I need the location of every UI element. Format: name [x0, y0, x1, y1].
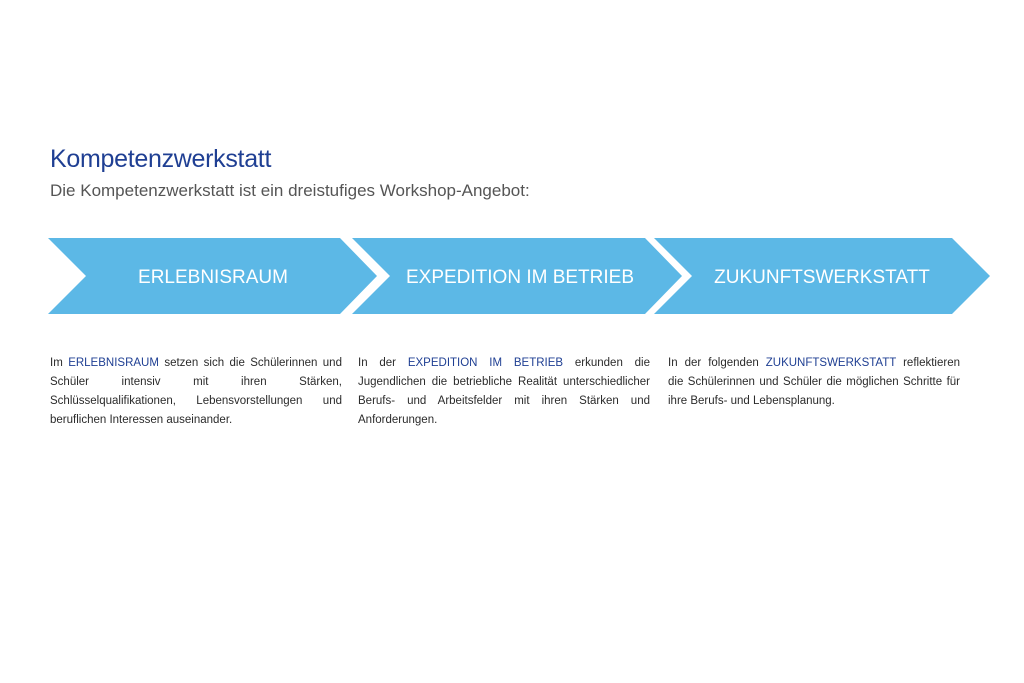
desc-highlight: ERLEBNISRAUM — [68, 357, 159, 369]
desc-text-post: reflektieren die Schülerinnen und Schüler die möglichen Schritte für ihre Berufs- und Lebensplanung. — [668, 357, 960, 407]
desc-text-post: erkunden die Jugendlichen die betriebliche Realität unterschiedlicher Berufs- und Arbeitsfelder mit ihren Stärken und Anforderungen. — [358, 357, 650, 426]
step-description-erlebnisraum — [50, 354, 342, 430]
step-description-zukunftswerkstatt — [668, 354, 960, 411]
page-title: Kompetenzwerkstatt — [50, 145, 272, 173]
desc-text-pre: In der — [358, 357, 408, 369]
desc-text-pre: Im — [50, 357, 69, 369]
step-label-erlebnisraum: ERLEBNISRAUM — [138, 267, 288, 288]
desc-highlight: EXPEDITION IM BETRIEB — [407, 357, 564, 369]
desc-highlight: ZUKUNFTSWERKSTATT — [765, 357, 897, 369]
step-description-expedition — [358, 354, 650, 430]
step-label-expedition: EXPEDITION IM BETRIEB — [405, 267, 635, 288]
desc-text-post: setzen sich die Schülerinnen und Schüler intensiv mit ihren Stärken, Schlüsselqualifikationen, Lebensvorstellungen und beruflichen Interessen auseinander. — [50, 357, 342, 426]
page-subtitle: Die Kompetenzwerkstatt ist ein dreistufiges Workshop-Angebot: — [50, 181, 530, 200]
desc-text-pre: In der folgenden — [668, 357, 766, 369]
step-label-zukunftswerkstatt: ZUKUNFTSWERKSTATT — [714, 267, 930, 288]
